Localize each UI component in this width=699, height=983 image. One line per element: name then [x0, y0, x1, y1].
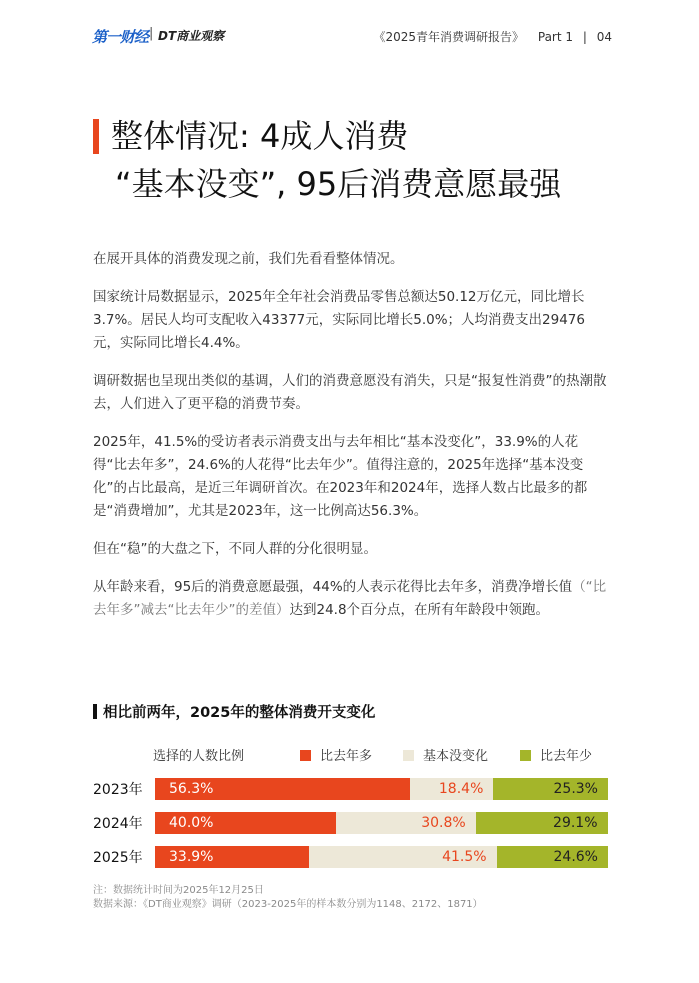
footnotes: [93, 884, 483, 912]
page-number: 04: [596, 30, 612, 44]
bar-segment-mid: 41.5%: [309, 846, 497, 868]
title-line-2: “基本没变”, 95后消费意愿最强: [115, 165, 562, 203]
paragraph-text: 达到24.8个百分点，在所有年龄段中领跑。: [289, 602, 550, 618]
paragraph: 调研数据也呈现出类似的基调，人们的消费意愿没有消失，只是“报复性消费”的热潮散去，人们进入了更平稳的消费节奏。: [93, 373, 607, 412]
bar-segment-up: 33.9%: [155, 846, 309, 868]
title-line-1: 整体情况: 4成人消费: [111, 117, 409, 155]
report-title: 《2025青年消费调研报告》: [373, 30, 525, 44]
legend-text: 基本没变化: [423, 749, 489, 764]
bar-segment-down: 24.6%: [497, 846, 608, 868]
paragraph-note: （“比去年多”减去“比去年少”的差值）: [93, 579, 607, 618]
chart-category-label: 2025年: [93, 850, 143, 866]
paragraph: 在展开具体的消费发现之前，我们先看看整体情况。: [93, 251, 404, 267]
legend-text: 比去年少: [540, 749, 593, 764]
footnote-date: 注：数据统计时间为2025年12月25日: [93, 885, 264, 896]
paragraph-text: 从年龄来看，95后的消费意愿最强，44%的人表示花得比去年多，消费净增长值: [93, 579, 573, 595]
yicai-logo: 第一财经: [92, 28, 149, 46]
legend-item-less: [520, 745, 592, 764]
body-text: [93, 248, 608, 637]
paragraph: [93, 576, 608, 622]
bar-segment-up: 56.3%: [155, 778, 410, 800]
legend-swatch-same: [403, 750, 414, 761]
title-accent-bar: [93, 119, 99, 154]
legend-label: 选择的人数比例: [153, 749, 245, 764]
legend-item-same: [403, 745, 488, 764]
bar-segment-mid: 30.8%: [336, 812, 476, 834]
part-label: Part 1: [537, 30, 574, 44]
legend-swatch-more: [300, 750, 311, 761]
chart-legend: [153, 745, 608, 765]
chart-category-label: 2023年: [93, 782, 143, 798]
paragraph: 但在“稳”的大盘之下，不同人群的分化很明显。: [93, 541, 377, 557]
paragraph: 国家统计局数据显示，2025年全年社会消费品零售总额达50.12万亿元，同比增长3.7%。居民人均可支配收入43377元，实际同比增长5.0%；人均消费支出29476元，实际同比增长4.4%。: [93, 289, 585, 351]
logo-separator: |: [149, 26, 154, 41]
bar-segment-mid: 18.4%: [410, 778, 493, 800]
legend-swatch-less: [520, 750, 531, 761]
legend-item-more: [300, 745, 372, 764]
report-info: [374, 28, 613, 45]
footnote-source: 数据来源：《DT商业观察》调研（2023-2025年的样本数分别为1148、2172、1871）: [93, 899, 483, 910]
bar-segment-up: 40.0%: [155, 812, 336, 834]
bar-segment-down: 25.3%: [493, 778, 608, 800]
bar-segment-down: 29.1%: [476, 812, 608, 834]
header-divider: |: [582, 30, 587, 44]
chart-title-marker: [93, 704, 97, 719]
dt-logo: DT商业观察: [158, 29, 225, 43]
page-title: [93, 112, 561, 208]
page-header: [92, 24, 612, 48]
legend-text: 比去年多: [320, 749, 373, 764]
chart-title: 相比前两年，2025年的整体消费开支变化: [103, 705, 376, 721]
paragraph: 2025年，41.5%的受访者表示消费支出与去年相比“基本没变化”，33.9%的人花得“比去年多”，24.6%的人花得“比去年少”。值得注意的，2025年选择“基本没变化”的占比最高，是近三年调研首次。在2023年和2024年，选择人数占比最多的都是“消费增加”，尤其是2023年，这一比例高达56.3%。: [93, 434, 588, 519]
chart-category-label: 2024年: [93, 816, 143, 832]
